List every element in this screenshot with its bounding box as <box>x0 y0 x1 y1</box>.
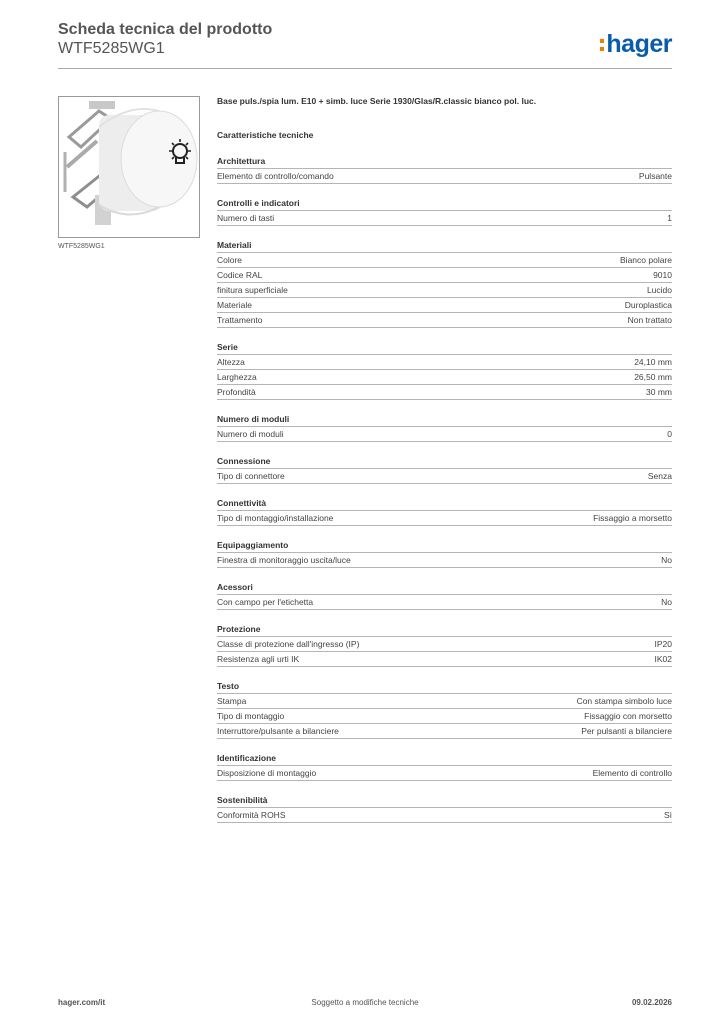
spec-group <box>217 680 672 739</box>
spec-value: 24,10 mm <box>634 357 672 367</box>
spec-group <box>217 497 672 526</box>
spec-group-title: Acessori <box>217 581 672 595</box>
spec-row <box>217 298 672 313</box>
spec-value: Senza <box>647 471 672 481</box>
spec-row <box>217 652 672 667</box>
image-caption: WTF5285WG1 <box>58 243 105 250</box>
spec-value: Fissaggio con morsetto <box>584 711 672 721</box>
spec-group <box>217 341 672 400</box>
document-title: Scheda tecnica del prodotto <box>58 21 273 38</box>
spec-row <box>217 370 672 385</box>
spec-row <box>217 694 672 709</box>
spec-group-title: Materiali <box>217 239 672 253</box>
spec-value: 9010 <box>653 270 672 280</box>
spec-row <box>217 211 672 226</box>
spec-group <box>217 239 672 328</box>
spec-group <box>217 539 672 568</box>
spec-group-title: Equipaggiamento <box>217 539 672 553</box>
spec-group-title: Serie <box>217 341 672 355</box>
spec-content <box>217 95 672 823</box>
spec-value: No <box>661 555 672 565</box>
spec-value: Con stampa simbolo luce <box>576 696 672 706</box>
spec-value: Per pulsanti a bilanciere <box>581 726 672 736</box>
spec-row <box>217 766 672 781</box>
spec-row <box>217 469 672 484</box>
spec-row <box>217 283 672 298</box>
spec-group-title: Connessione <box>217 455 672 469</box>
spec-row <box>217 268 672 283</box>
spec-label: Disposizione di montaggio <box>217 768 317 778</box>
logo-dots <box>600 39 604 51</box>
product-code: WTF5285WG1 <box>58 40 165 57</box>
spec-group <box>217 197 672 226</box>
footer-date: 09.02.2026 <box>631 998 672 1007</box>
page-header <box>58 20 672 70</box>
product-image <box>58 96 200 238</box>
spec-group-title: Architettura <box>217 155 672 169</box>
spec-value: 1 <box>667 213 672 223</box>
spec-group-title: Numero di moduli <box>217 413 672 427</box>
spec-value: IP20 <box>654 639 672 649</box>
spec-value: 0 <box>667 429 672 439</box>
spec-label: Tipo di montaggio/installazione <box>217 513 334 523</box>
spec-label: Con campo per l'etichetta <box>217 597 314 607</box>
spec-label: Altezza <box>217 357 245 367</box>
spec-label: Numero di tasti <box>217 213 275 223</box>
spec-value: Fissaggio a morsetto <box>593 513 672 523</box>
spec-value: Elemento di controllo <box>592 768 672 778</box>
spec-row <box>217 313 672 328</box>
spec-group-title: Protezione <box>217 623 672 637</box>
header-divider <box>58 68 672 69</box>
spec-label: Profondità <box>217 387 256 397</box>
spec-group-title: Testo <box>217 680 672 694</box>
spec-row <box>217 385 672 400</box>
spec-group <box>217 155 672 184</box>
spec-row <box>217 724 672 739</box>
spec-label: Conformità ROHS <box>217 810 286 820</box>
spec-value: IK02 <box>654 654 672 664</box>
page-footer <box>58 998 672 1012</box>
spec-group <box>217 413 672 442</box>
spec-row <box>217 808 672 823</box>
spec-row <box>217 511 672 526</box>
spec-row <box>217 427 672 442</box>
spec-value: Non trattato <box>627 315 672 325</box>
light-bulb-symbol-icon <box>165 137 195 173</box>
spec-group <box>217 623 672 667</box>
spec-label: Finestra di monitoraggio uscita/luce <box>217 555 351 565</box>
spec-label: Colore <box>217 255 243 265</box>
spec-row <box>217 553 672 568</box>
spec-label: Numero di moduli <box>217 429 284 439</box>
spec-label: Trattamento <box>217 315 263 325</box>
spec-label: Larghezza <box>217 372 257 382</box>
spec-label: Tipo di montaggio <box>217 711 285 721</box>
spec-group-title: Controlli e indicatori <box>217 197 672 211</box>
section-title: Caratteristiche tecniche <box>217 130 314 140</box>
spec-value: Duroplastica <box>624 300 672 310</box>
spec-row <box>217 709 672 724</box>
spec-label: Codice RAL <box>217 270 263 280</box>
spec-label: Elemento di controllo/comando <box>217 171 334 181</box>
spec-value: Pulsante <box>638 171 672 181</box>
spec-label: Materiale <box>217 300 252 310</box>
spec-row <box>217 637 672 652</box>
spec-label: Classe di protezione dall'ingresso (IP) <box>217 639 360 649</box>
hager-logo <box>600 28 672 60</box>
spec-group <box>217 581 672 610</box>
spec-label: finitura superficiale <box>217 285 288 295</box>
spec-group <box>217 794 672 823</box>
spec-value: 26,50 mm <box>634 372 672 382</box>
spec-value: 30 mm <box>646 387 672 397</box>
footer-website-link[interactable]: hager.com/it <box>58 998 106 1007</box>
spec-group-title: Connettività <box>217 497 672 511</box>
spec-groups <box>217 155 672 823</box>
spec-label: Stampa <box>217 696 247 706</box>
spec-row <box>217 169 672 184</box>
spec-row <box>217 355 672 370</box>
spec-row <box>217 253 672 268</box>
spec-group <box>217 752 672 781</box>
spec-value: No <box>661 597 672 607</box>
spec-value: Sì <box>663 810 672 820</box>
spec-group <box>217 455 672 484</box>
footer-notice: Soggetto a modifiche tecniche <box>311 998 419 1007</box>
product-description: Base puls./spia lum. E10 + simb. luce Serie 1930/Glas/R.classic bianco pol. luc. <box>217 96 537 106</box>
spec-label: Tipo di connettore <box>217 471 285 481</box>
spec-group-title: Sostenibilità <box>217 794 672 808</box>
spec-value: Bianco polare <box>620 255 672 265</box>
spec-value: Lucido <box>646 285 672 295</box>
spec-label: Interruttore/pulsante a bilanciere <box>217 726 339 736</box>
logo-text: hager <box>606 29 672 58</box>
spec-row <box>217 595 672 610</box>
spec-label: Resistenza agli urti IK <box>217 654 300 664</box>
spec-group-title: Identificazione <box>217 752 672 766</box>
